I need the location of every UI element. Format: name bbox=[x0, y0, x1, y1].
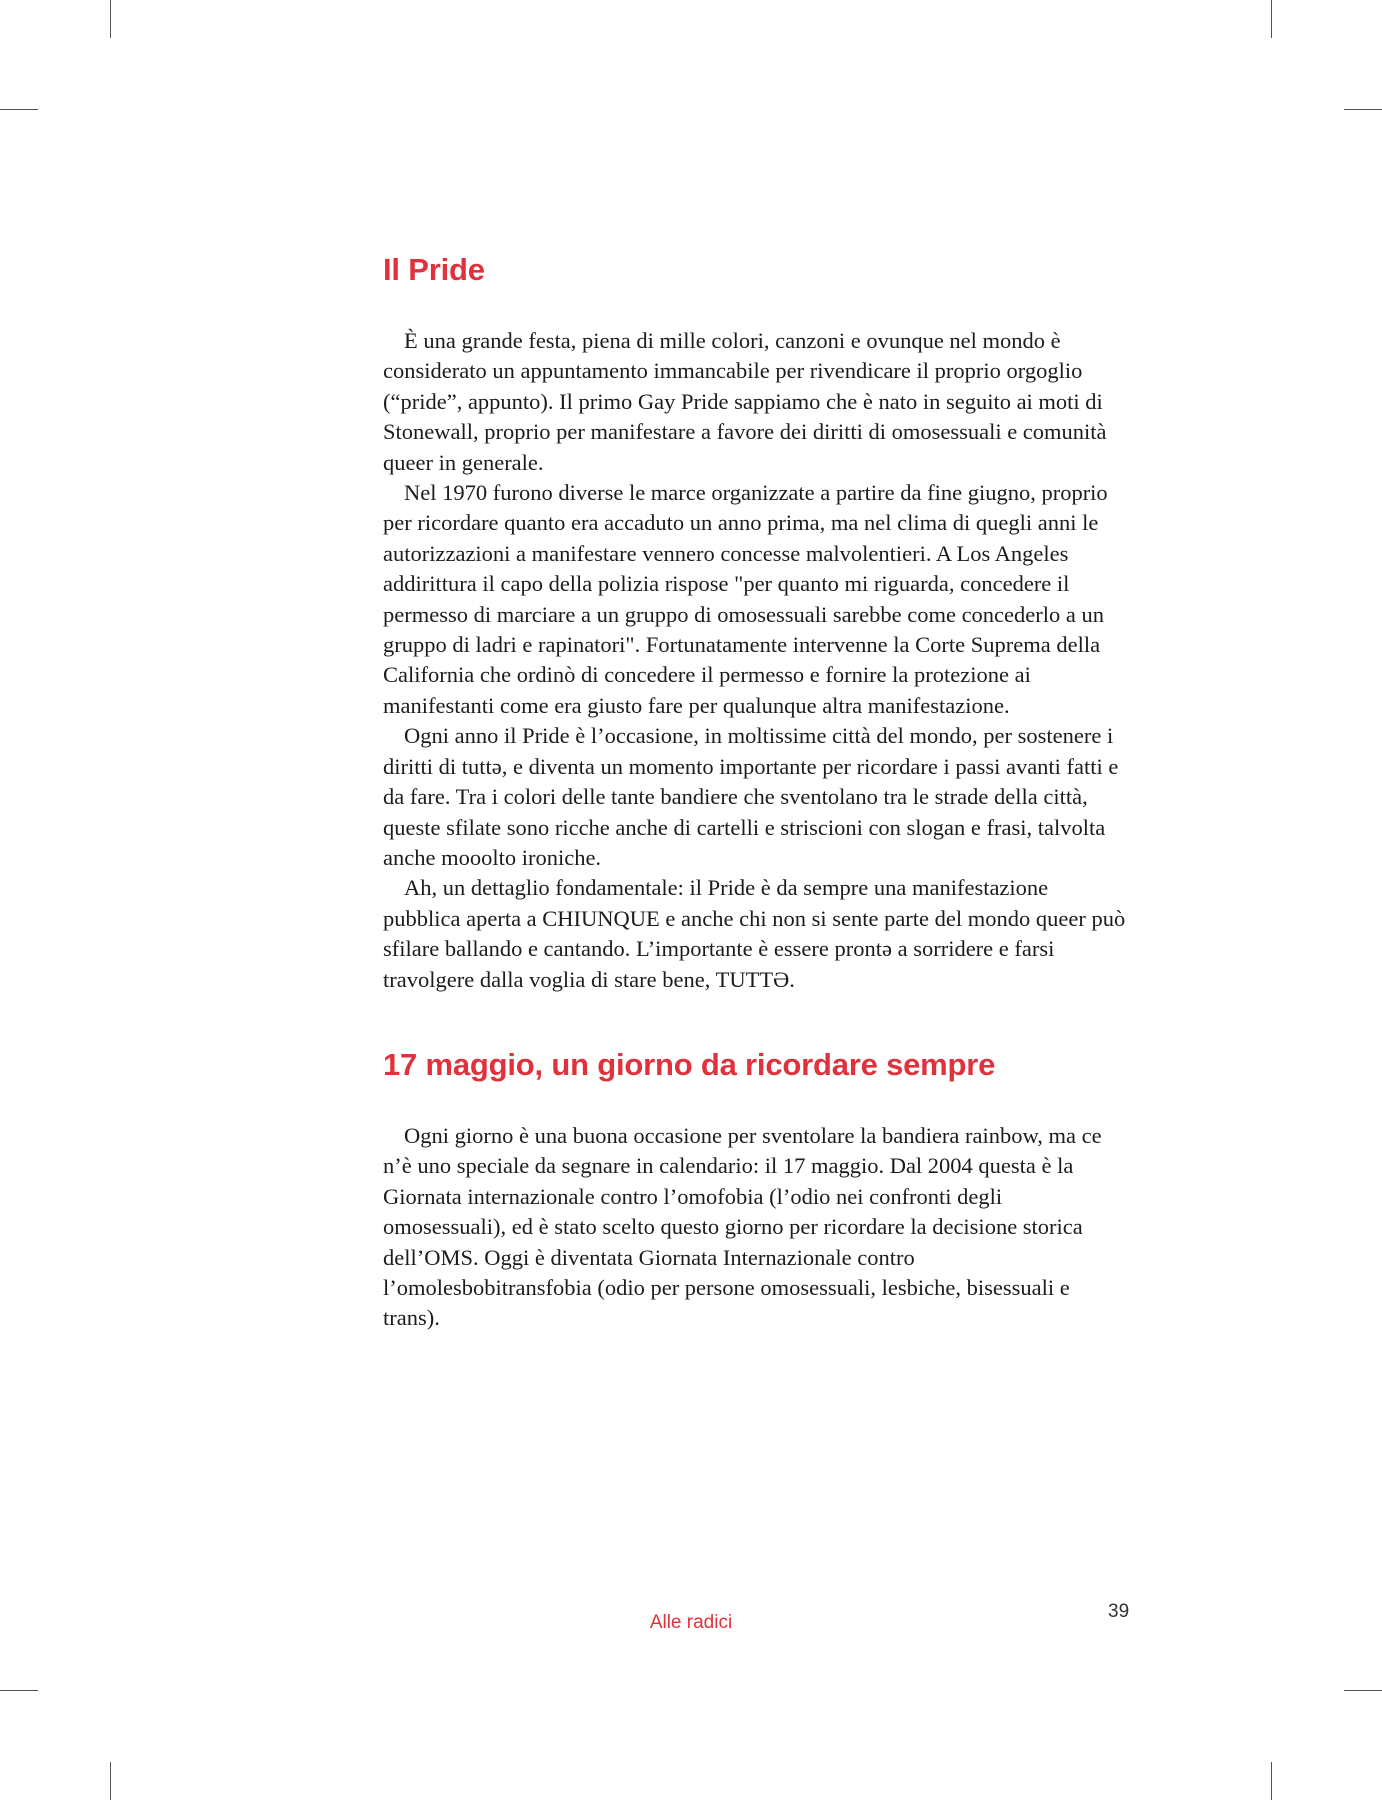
crop-mark bbox=[0, 109, 38, 110]
section-17-maggio bbox=[383, 1047, 1128, 1334]
paragraph: Ogni anno il Pride è l’occasione, in moltissime città del mondo, per sostenere i diritti di tuttə, e diventa un momento importante per ricordare i passi avanti fatti e da fare. Tra i colori delle tante bandiere che sventolano tra le strade della città, queste sfilate sono ricche anche di cartelli e striscioni con slogan e frasi, talvolta anche mooolto ironiche. bbox=[383, 723, 1119, 870]
crop-mark bbox=[1271, 1762, 1272, 1800]
crop-mark bbox=[0, 1690, 38, 1691]
page-number: 39 bbox=[1108, 1601, 1130, 1622]
crop-mark bbox=[1344, 109, 1382, 110]
section-body bbox=[383, 1121, 1128, 1334]
crop-mark bbox=[110, 1762, 111, 1800]
running-footer: Alle radici bbox=[649, 1612, 733, 1633]
section-title: 17 maggio, un giorno da ricordare sempre bbox=[383, 1046, 996, 1082]
section-pride bbox=[383, 252, 1128, 995]
page-content bbox=[383, 252, 1128, 1334]
crop-mark bbox=[1271, 0, 1272, 38]
crop-mark bbox=[110, 0, 111, 38]
paragraph: Ah, un dettaglio fondamentale: il Pride è da sempre una manifestazione pubblica aperta a CHIUNQUE e anche chi non si sente parte del mondo queer può sfilare ballando e cantando. L’importante è essere prontə a sorridere e farsi travolgere dalla voglia di stare bene, TUTTƏ. bbox=[383, 875, 1126, 992]
paragraph: È una grande festa, piena di mille colori, canzoni e ovunque nel mondo è considerato un appuntamento immancabile per rivendicare il proprio orgoglio (“pride”, appunto). Il primo Gay Pride sappiamo che è nato in seguito ai moti di Stonewall, proprio per manifestare a favore dei diritti di omosessuali e comunità queer in generale. bbox=[383, 328, 1107, 475]
section-body bbox=[383, 326, 1128, 995]
paragraph: Nel 1970 furono diverse le marce organizzate a partire da fine giugno, proprio per ricordare quanto era accaduto un anno prima, ma nel clima di quegli anni le autorizzazioni a manifestare vennero concesse malvolentieri. A Los Angeles addirittura il capo della polizia rispose "per quanto mi riguarda, concedere il permesso di marciare a un gruppo di omosessuali sarebbe come concederlo a un gruppo di ladri e rapinatori". Fortunatamente intervenne la Corte Suprema della California che ordinò di concedere il permesso e fornire la protezione ai manifestanti come era giusto fare per qualunque altra manifestazione. bbox=[383, 480, 1108, 718]
crop-mark bbox=[1344, 1690, 1382, 1691]
paragraph: Ogni giorno è una buona occasione per sventolare la bandiera rainbow, ma ce n’è uno speciale da segnare in calendario: il 17 maggio. Dal 2004 questa è la Giornata internazionale contro l’omofobia (l’odio nei confronti degli omosessuali), ed è stato scelto questo giorno per ricordare la decisione storica dell’OMS. Oggi è diventata Giornata Internazionale contro l’omolesbobitransfobia (odio per persone omosessuali, lesbiche, bisessuali e trans). bbox=[383, 1122, 1102, 1331]
section-title: Il Pride bbox=[383, 252, 485, 287]
